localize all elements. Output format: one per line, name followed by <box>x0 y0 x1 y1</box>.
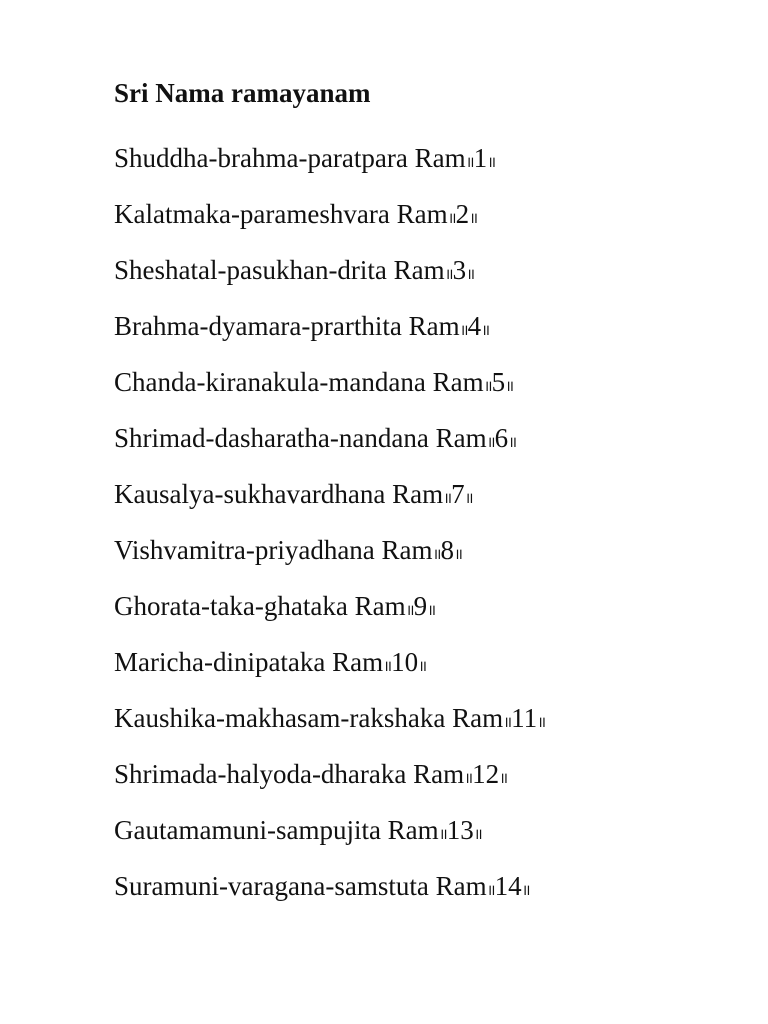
verse-marker: ॥ <box>499 771 508 787</box>
verse-line <box>114 700 545 756</box>
verse-marker: ॥ <box>383 659 392 675</box>
verse-line <box>114 364 545 420</box>
verse-number: 14 <box>494 871 522 901</box>
verse-line <box>114 476 545 532</box>
verse-marker: ॥ <box>503 715 512 731</box>
verse-line <box>114 140 545 196</box>
verse-line <box>114 644 545 700</box>
verse-text: Kalatmaka-parameshvara Ram <box>114 199 448 229</box>
verse-marker: ॥ <box>537 715 546 731</box>
verse-marker: ॥ <box>438 827 447 843</box>
verse-number: 8 <box>440 535 455 565</box>
document-title: Sri Nama ramayanam <box>114 78 371 108</box>
verse-line <box>114 420 545 476</box>
verse-text: Kausalya-sukhavardhana Ram <box>114 479 444 509</box>
verse-line <box>114 812 545 868</box>
verse-marker: ॥ <box>487 155 496 171</box>
verse-marker: ॥ <box>454 547 463 563</box>
verse-line <box>114 308 545 364</box>
verse-line <box>114 868 545 924</box>
verse-marker: ॥ <box>505 379 514 395</box>
verse-text: Brahma-dyamara-prarthita Ram <box>114 311 460 341</box>
verse-number: 6 <box>494 423 509 453</box>
verse-number: 10 <box>391 647 419 677</box>
verse-text: Suramuni-varagana-samstuta Ram <box>114 871 487 901</box>
verse-marker: ॥ <box>469 211 478 227</box>
verse-number: 13 <box>446 815 474 845</box>
verse-marker: ॥ <box>427 603 436 619</box>
verse-marker: ॥ <box>508 435 517 451</box>
verse-marker: ॥ <box>486 883 495 899</box>
verse-marker: ॥ <box>465 155 474 171</box>
verse-marker: ॥ <box>483 379 492 395</box>
verse-marker: ॥ <box>521 883 530 899</box>
verse-text: Kaushika-makhasam-rakshaka Ram <box>114 703 504 733</box>
verse-text: Vishvamitra-priyadhana Ram <box>114 535 433 565</box>
verse-number: 3 <box>452 255 467 285</box>
verse-marker: ॥ <box>466 267 475 283</box>
verse-number: 11 <box>511 703 538 733</box>
verse-marker: ॥ <box>481 323 490 339</box>
verse-text: Shrimad-dasharatha-nandana Ram <box>114 423 487 453</box>
verse-text: Chanda-kiranakula-mandana Ram <box>114 367 484 397</box>
verse-marker: ॥ <box>443 491 452 507</box>
verse-marker: ॥ <box>447 211 456 227</box>
verse-number: 7 <box>451 479 465 509</box>
verse-text: Maricha-dinipataka Ram <box>114 647 384 677</box>
verse-marker: ॥ <box>464 491 473 507</box>
verse-marker: ॥ <box>405 603 414 619</box>
verse-text: Shrimada-halyoda-dharaka Ram <box>114 759 465 789</box>
verse-text: Sheshatal-pasukhan-drita Ram <box>114 255 445 285</box>
verse-number: 5 <box>491 367 506 397</box>
verse-number: 9 <box>413 591 428 621</box>
verse-text: Gautamamuni-sampujita Ram <box>114 815 439 845</box>
verse-line <box>114 196 545 252</box>
verse-text: Ghorata-taka-ghataka Ram <box>114 591 406 621</box>
verse-line <box>114 252 545 308</box>
verse-marker: ॥ <box>432 547 441 563</box>
verse-number: 2 <box>455 199 470 229</box>
verse-marker: ॥ <box>464 771 473 787</box>
verse-number: 4 <box>467 311 482 341</box>
verse-marker: ॥ <box>459 323 468 339</box>
verse-marker: ॥ <box>444 267 453 283</box>
verse-marker: ॥ <box>473 827 482 843</box>
verse-marker: ॥ <box>486 435 495 451</box>
verse-text: Shuddha-brahma-paratpara Ram <box>114 143 466 173</box>
verse-line <box>114 756 545 812</box>
verse-list <box>114 140 545 924</box>
verse-number: 12 <box>472 759 500 789</box>
verse-number: 1 <box>473 143 488 173</box>
verse-line <box>114 588 545 644</box>
verse-marker: ॥ <box>418 659 427 675</box>
verse-line <box>114 532 545 588</box>
